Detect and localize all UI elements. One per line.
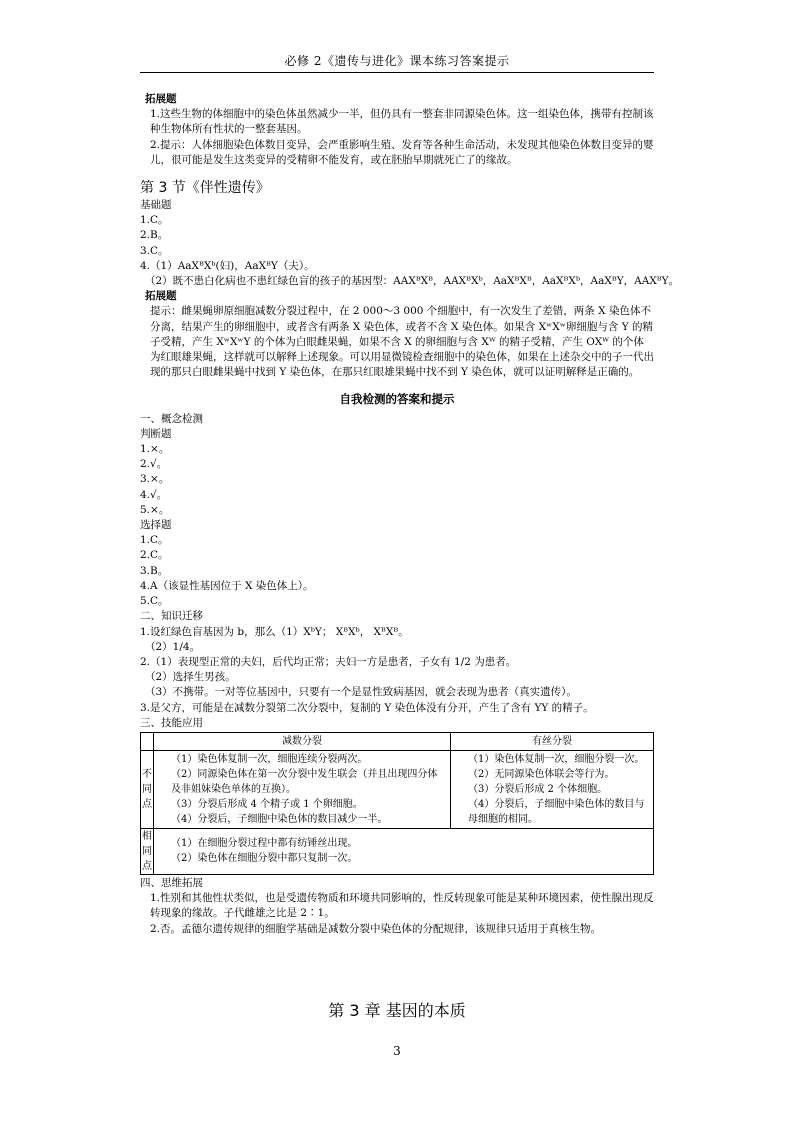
part-heading: 二、知识迁移 — [140, 610, 203, 623]
choice-answer: 3.B。 — [140, 564, 169, 577]
part-heading: 三、技能应用 — [140, 716, 203, 729]
table-item: （3）分裂后形成 4 个精子或 1 个卵细胞。 — [171, 798, 363, 810]
judge-answer: 5.×。 — [140, 503, 170, 516]
basic-answer: 2.B。 — [140, 229, 169, 242]
header-meiosis: 减数分裂 — [154, 732, 451, 750]
choice-answer: 2.C。 — [140, 549, 169, 562]
row-label-differences: 不同点 — [141, 750, 154, 828]
selftest-title: 自我检测的答案和提示 — [339, 392, 455, 407]
basic-answer: （2）既不患白化病也不患红绿色盲的孩子的基因型：AAXᴮXᴮ，AAXᴮXᵇ，AaXᴮXᴮ，AaXᴮXᵇ，AaXᴮY，AAXᴮY。 — [145, 275, 680, 288]
page-content — [140, 92, 680, 937]
transfer-answer: （2）选择生男孩。 — [145, 671, 236, 684]
judge-answer: 2.√。 — [140, 458, 168, 471]
header-mitosis: 有丝分裂 — [451, 732, 654, 750]
comparison-table — [140, 732, 654, 875]
similarities-cell — [154, 828, 654, 874]
basic-heading: 基础题 — [140, 199, 172, 212]
table-corner — [141, 732, 154, 750]
transfer-answer: 1.设红绿色盲基因为 b，那么（1）XᵇY； XᴮXᵇ， XᴮXᴮ。 — [140, 625, 409, 638]
table-item: （1）在细胞分裂过程中都有纺锤丝出现。 — [171, 838, 358, 850]
choice-heading: 选择题 — [140, 519, 172, 532]
extension-answer-1: 1.这些生物的体细胞中的染色体虽然减少一半，但仍具有一整套非同源染色体。这一组染色体，携带有控制该种生物体所有性状的一整套基因。 — [150, 108, 654, 136]
header-rule — [140, 72, 654, 73]
table-item: （1）染色体复制一次，细胞分裂一次。 — [468, 753, 645, 765]
table-item: （3）分裂后形成 2 个体细胞。 — [468, 783, 608, 795]
basic-answer: 4.（1）AaXᴮXᵇ(妇)，AaXᴮY（夫）。 — [140, 259, 315, 272]
judge-answer: 4.√。 — [140, 488, 168, 501]
choice-answer: 5.C。 — [140, 595, 169, 608]
extension-answer: 提示：雌果蝇卵原细胞减数分裂过程中，在 2 000～3 000 个细胞中，有一次发生了差错，两条 X 染色体不分离，结果产生的卵细胞中，或者含有两条 X 染色体，或者不含 X 染色体。如果含 XʷXʷ卵细胞与含 Y 的精子受精，产生 XʷXʷY 的个体为白眼雌果蝇，如果不含 X 的卵细胞与含 Xᵂ 的精子受精，产生 OXᵂ 的个体为红眼雄果蝇，这样就可以解释上述现象。可以用显微镜检查细胞中的染色体，如果在上述杂交中的子一代出现的那只白眼雌果蝇中找到 Y 染色体，在那只红眼雄果蝇中找不到 Y 染色体，就可以证明解释是正确的。 — [150, 305, 654, 379]
page-header: 必修 2《遗传与进化》课本练习答案提示 — [284, 54, 510, 68]
chapter-title: 第 3 章 基因的本质 — [328, 1001, 466, 1020]
extension-answer-2: 2.提示：人体细胞染色体数目变异，会严重影响生殖、发育等各种生命活动，未发现其他染色体数目变异的婴儿，很可能是发生这类变异的受精卵不能发育，或在胚胎早期就死亡了的缘故。 — [150, 138, 654, 166]
part-heading: 四、思维拓展 — [140, 876, 203, 889]
meiosis-cell — [154, 750, 451, 828]
page-number: 3 — [393, 1044, 401, 1058]
transfer-answer: 3.是父方，可能是在减数分裂第二次分裂中，复制的 Y 染色体没有分开，产生了含有 YY 的精子。 — [140, 701, 594, 714]
transfer-answer: （3）不携带。一对等位基因中，只要有一个是显性致病基因，就会表现为患者（真实遗传）。 — [145, 686, 577, 699]
part-heading: 一、概念检测 — [140, 412, 203, 425]
thinking-answer: 2.否。孟德尔遗传规律的细胞学基础是减数分裂中染色体的分配规律，该规律只适用于真核生物。 — [150, 922, 602, 935]
extension-heading: 拓展题 — [145, 290, 177, 303]
table-item: （2）无同源染色体联会等行为。 — [468, 768, 615, 780]
basic-answer: 3.C。 — [140, 244, 169, 257]
judge-answer: 3.×。 — [140, 473, 170, 486]
table-item: （2）染色体在细胞分裂中都只复制一次。 — [171, 853, 358, 865]
row-label-similarities: 相同点 — [141, 828, 154, 874]
table-item: （4）分裂后，子细胞中染色体的数目减少一半。 — [171, 813, 388, 825]
section-title: 第 3 节《伴性遗传》 — [140, 180, 270, 197]
table-item: （4）分裂后，子细胞中染色体的数目与母细胞的相同。 — [468, 798, 645, 825]
table-item: （1）染色体复制一次，细胞连续分裂两次。 — [171, 753, 368, 765]
table-item: （2）同源染色体在第一次分裂中发生联会（并且出现四分体及非姐妹染色单体的互换）。 — [171, 768, 438, 795]
transfer-answer: （2）1/4。 — [145, 640, 201, 653]
transfer-answer: 2.（1）表现型正常的夫妇，后代均正常；夫妇一方是患者，子女有 1/2 为患者。 — [140, 655, 517, 668]
choice-answer: 1.C。 — [140, 534, 169, 547]
extension-heading: 拓展题 — [145, 93, 177, 105]
judge-answer: 1.×。 — [140, 443, 170, 456]
mitosis-cell — [451, 750, 654, 828]
judge-heading: 判断题 — [140, 427, 172, 440]
thinking-answer: 1.性别和其他性状类似，也是受遗传物质和环境共同影响的，性反转现象可能是某种环境因素，使性腺出现反转现象的缘故。子代雌雄之比是 2∶1。 — [150, 892, 654, 920]
basic-answer: 1.C。 — [140, 214, 169, 227]
choice-answer: 4.A（该显性基因位于 X 染色体上）。 — [140, 579, 314, 592]
